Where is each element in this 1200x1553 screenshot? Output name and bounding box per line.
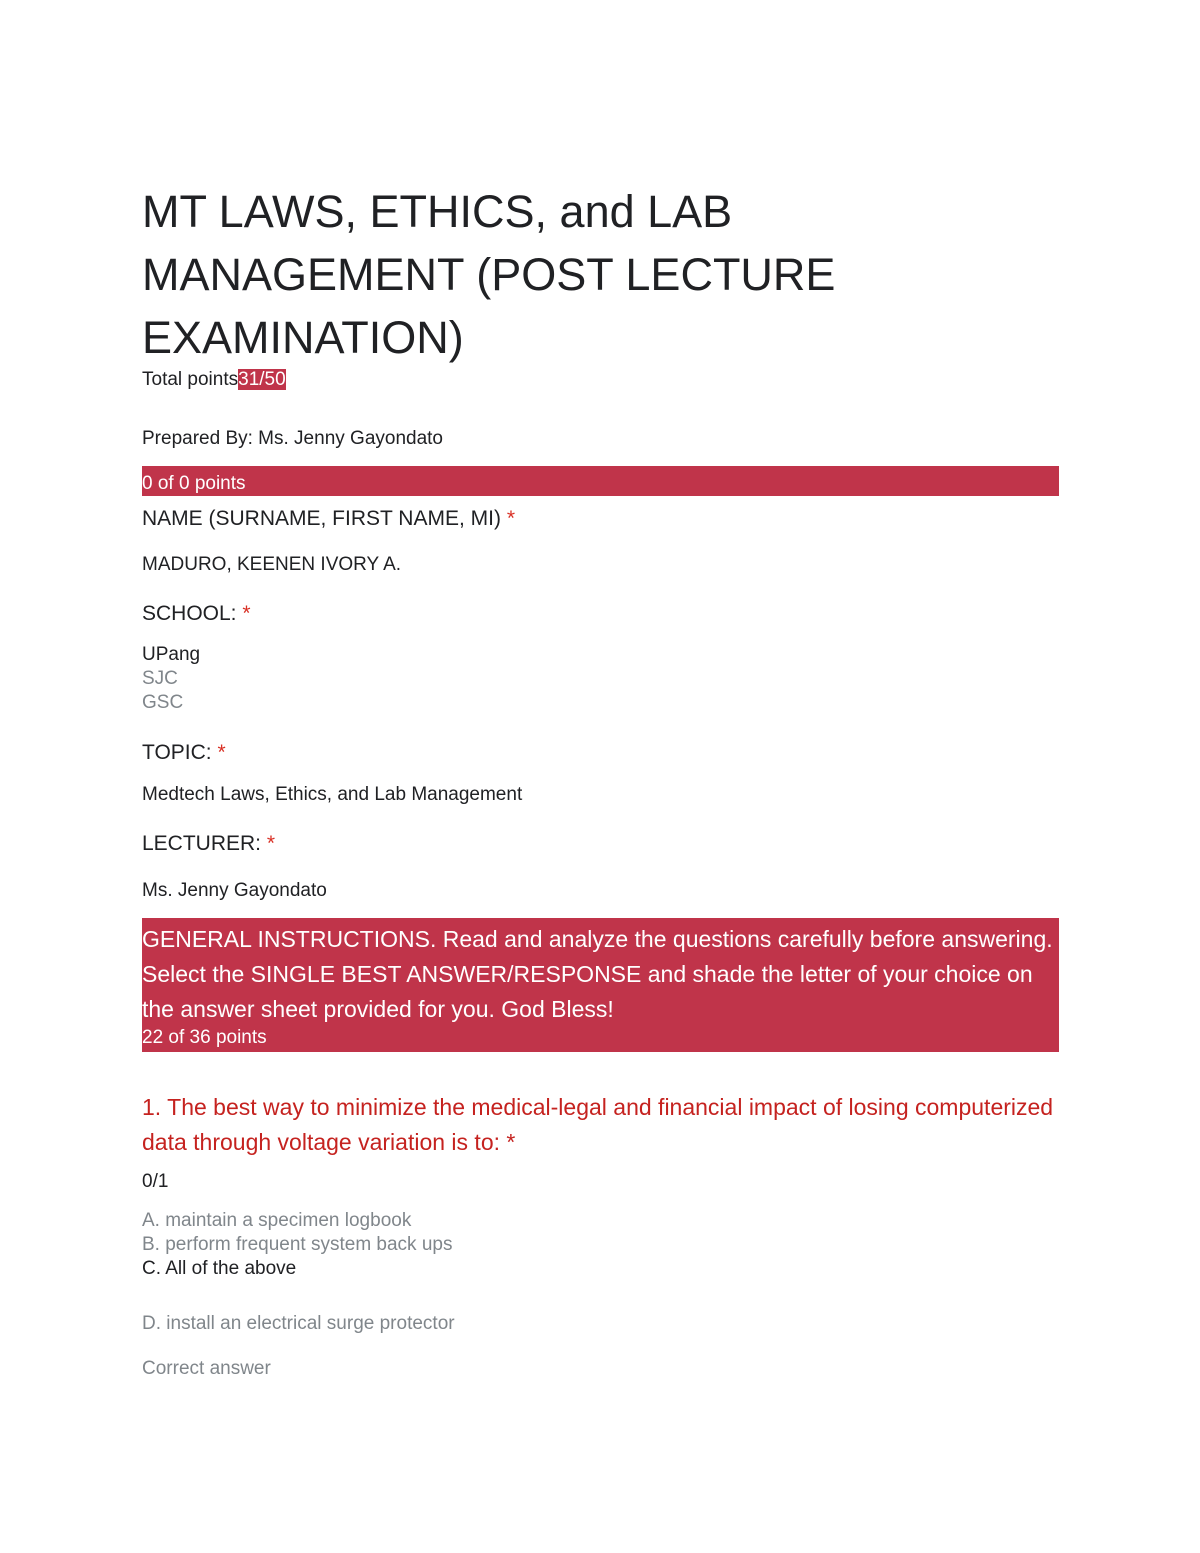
topic-field-label: TOPIC: *: [142, 741, 226, 764]
choice-b: B. perform frequent system back ups: [142, 1234, 453, 1255]
question-1-choices: [142, 1209, 452, 1281]
lecturer-answer: Ms. Jenny Gayondato: [142, 880, 327, 901]
section-zero-header: [142, 466, 1059, 496]
general-instructions-header: [142, 918, 1059, 1052]
required-asterisk: *: [266, 832, 276, 855]
total-points-label: Total points: [142, 369, 239, 390]
general-section-points: 22 of 36 points: [142, 1027, 267, 1048]
school-field-label: SCHOOL: *: [142, 602, 251, 625]
school-option-upang: UPang: [142, 644, 201, 665]
choice-a: A. maintain a specimen logbook: [142, 1210, 412, 1231]
correct-choice-d: D. install an electrical surge protector: [142, 1313, 455, 1334]
required-asterisk: *: [506, 507, 515, 530]
general-instructions-text: GENERAL INSTRUCTIONS. Read and analyze the questions carefully before answering. Select the SINGLE BEST ANSWER/RESPONSE and shade the letter of your choice on the answer sheet provided for you. God Bless!: [142, 926, 1053, 1022]
school-option-sjc: SJC: [142, 668, 178, 689]
name-field-label: NAME (SURNAME, FIRST NAME, MI) *: [142, 507, 515, 530]
total-points-badge: 31/50: [238, 369, 286, 390]
total-points-line: [142, 368, 286, 392]
question-1-score: 0/1: [142, 1171, 169, 1192]
question-1-text: 1. The best way to minimize the medical-legal and financial impact of losing computerized data through voltage variation is to: *: [142, 1094, 1054, 1155]
form-title: MT LAWS, ETHICS, and LAB MANAGEMENT (POST LECTURE EXAMINATION): [142, 186, 836, 363]
section-zero-points: 0 of 0 points: [142, 473, 246, 494]
choice-c-selected: C. All of the above: [142, 1258, 297, 1279]
required-asterisk: *: [506, 1129, 516, 1155]
name-answer: MADURO, KEENEN IVORY A.: [142, 554, 402, 575]
school-option-gsc: GSC: [142, 692, 184, 713]
lecturer-field-label: LECTURER: *: [142, 832, 276, 855]
prepared-by: Prepared By: Ms. Jenny Gayondato: [142, 428, 443, 449]
topic-answer: Medtech Laws, Ethics, and Lab Management: [142, 784, 523, 805]
school-options: [142, 643, 200, 715]
required-asterisk: *: [242, 602, 251, 625]
correct-answer-label: Correct answer: [142, 1358, 271, 1379]
required-asterisk: *: [217, 741, 226, 764]
